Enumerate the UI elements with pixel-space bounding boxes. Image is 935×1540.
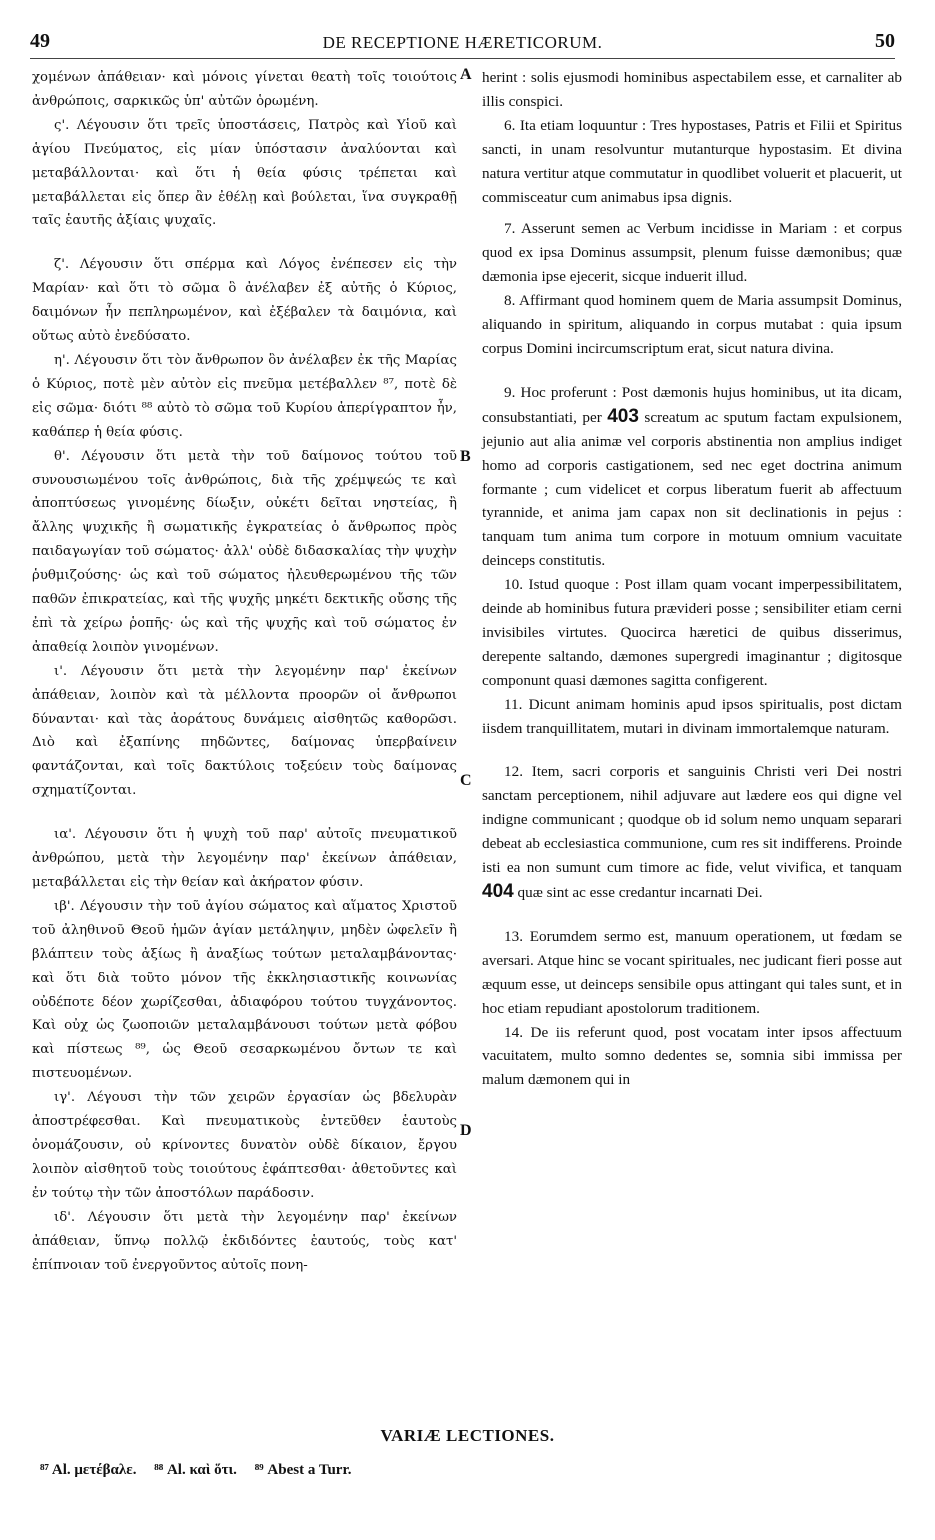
page-number-left: 49 — [30, 30, 50, 52]
greek-paragraph: ιδ'. Λέγουσιν ὅτι μετὰ τὴν λεγομένην παρ' ἐκείνων ἀπάθειαν, ὕπνῳ πολλῷ ἐκδιδόντες ἑαυτούς, τοὺς κατ' ἐπίπνοιαν τοῦ ἐνεργοῦντος αὐτοῖς πονη- — [32, 1209, 457, 1273]
greek-paragraph: ιγ'. Λέγουσι τὴν τῶν χειρῶν ἐργασίαν ὡς βδελυρὰν ἀποστρέφεσθαι. Καὶ πνευματικοὺς ἐντεῦθεν ἑαυτοὺς ὀνομάζουσιν, οὐ κρίνοντες δυνατὸν οὐδὲ δίκαιον, ἔργου λοιπὸν αἰσθητοῦ τοὺς τοιούτους ἐφάπτεσθαι· ἀθετοῦντες καὶ ἐν τούτῳ τὴν τῶν ἀποστόλων παράδοσιν. — [32, 1090, 457, 1201]
variant-notes — [40, 1462, 895, 1479]
latin-paragraph: 6. Ita etiam loquuntur : Tres hypostases, Patris et Filii et Spiritus sancti, in unam resolvuntur mutanturque hypostasim. Et divina natura vertitur atque commutatur in quodlibet voluerit et placuerit, ut commisceatur cum animabus ipsa dignis. — [482, 116, 902, 206]
page-header — [30, 30, 895, 60]
latin-paragraph-9-start: 9. Hoc proferunt : Post dæmonis hujus hominibus, ut ita dicam, consubstantiati, per — [482, 383, 902, 426]
greek-paragraph: ι'. Λέγουσιν ὅτι μετὰ τὴν λεγομένην παρ' ἐκείνων ἀπάθειαν, λοιπὸν καὶ τὰ μέλλοντα προορῶν οἱ ἄνθρωποι δύνανται· καὶ τὰς ἀοράτους δυνάμεις αἰσθητῶς καθορῶσι. Διὸ καὶ ἐξαπίνης πηδῶντες, δαίμονας ὑπερβαίνειν φαντάζονται, καὶ τοῖς δακτύλοις τοξεύειν τοὺς δαίμονας σχηματίζονται. — [32, 663, 457, 799]
page-number-right: 50 — [875, 30, 895, 52]
column-number-403: 403 — [607, 405, 639, 427]
greek-paragraph: η'. Λέγουσιν ὅτι τὸν ἄνθρωπον ὃν ἀνέλαβεν ἐκ τῆς Μαρίας ὁ Κύριος, ποτὲ μὲν αὐτὸν εἰς πνεῦμα μετέβαλλεν ⁸⁷, ποτὲ δὲ εἰς σῶμα· διότι ⁸⁸ αὐτὸ τὸ σῶμα τοῦ Κυρίου ἀπερίγραπτον ἦν, καθάπερ ἡ θεία φύσις. — [32, 352, 457, 440]
variae-lectiones-heading: VARIÆ LECTIONES. — [380, 1426, 555, 1445]
latin-paragraph: 11. Dicunt animam hominis apud ipsos spiritualis, post dictam iisdem tranquillitatem, mutari in divinam immortalemque naturam. — [482, 695, 902, 737]
latin-paragraph: 7. Asserunt semen ac Verbum incidisse in Mariam : et corpus quod ex ipsa Dominus assumpsit, plenum fuisse dæmonibus; quæ dæmonia ipse ejecerit, sicque induerit illud. — [482, 220, 902, 286]
running-title: DE RECEPTIONE HÆRETICORUM. — [322, 33, 603, 52]
latin-paragraph: 8. Affirmant quod hominem quem de Maria assumpsit Dominus, aliquando in spiritum, aliquando in corpus mutabat : quia ipsum corpus Domini incircumscriptum erat, sicut natura divina. — [482, 292, 902, 357]
latin-paragraph: 10. Istud quoque : Post illam quam vocant imperpessibilitatem, deinde ab hominibus futura prævideri posse ; sensibiliter etiam cerni invisibiles virtutes. Quocirca hæretici de quibus disserimus, derepente saltando, dæmones supergredi imaginantur ; digitosque componunt quasi dæmones sagitta configerent. — [482, 576, 902, 689]
margin-letter-a: A — [460, 66, 472, 83]
greek-paragraph: ζ'. Λέγουσιν ὅτι σπέρμα καὶ Λόγος ἐνέπεσεν εἰς τὴν Μαρίαν· καὶ ὅτι τὸ σῶμα ὃ ἀνέλαβεν ἐξ αὐτῆς ὁ Κύριος, δαιμόνων ἦν πεπληρωμένον, καὶ ἐξέβαλεν τὰ δαιμόνια, καὶ οὕτως αὐτὸ ἐνεδύσατο. — [32, 257, 457, 345]
greek-column — [32, 66, 457, 1420]
latin-paragraph — [482, 760, 902, 904]
greek-paragraph: ς'. Λέγουσιν ὅτι τρεῖς ὑποστάσεις, Πατρὸς καὶ Υἱοῦ καὶ ἁγίου Πνεύματος, εἰς μίαν ὑπόστασιν ἀναλύονται καὶ μεταβάλλονται· καὶ ὅτι ἡ θεία φύσις τρέπεται καὶ μεταβάλλεται εἰς ὅπερ ἂν ἐθέλῃ καὶ βούλεται, ἵνα συγκραθῇ ταῖς ἑαυτῆς ἀξίαις ψυχαῖς. — [32, 117, 457, 229]
latin-paragraph: 14. De iis referunt quod, post vocatam inter ipsos affectuum vacuitatem, multo somno dedentes se, somnia sibi immissa per malum dæmonem qui in — [482, 1023, 902, 1089]
greek-paragraph: ια'. Λέγουσιν ὅτι ἡ ψυχὴ τοῦ παρ' αὐτοῖς πνευματικοῦ ἀνθρώπου, μετὰ τὴν λεγομένην παρ' ἐκείνων ἀπάθειαν, μεταβάλλεται εἰς τὴν θείαν καὶ ἀκήρατον φύσιν. — [32, 827, 457, 890]
latin-paragraph-9-end: screatum ac sputum factam expulsionem, jejunio aut alia animæ vel corporis abstinentia non amplius indiget homo ad corporis castigationem, sed nec eget doctrina animum formante ; cum videlicet et corpus liberatum fuerit ab affectuum tyrannide, et anima jam capax non sit declinationis in pejus : tanquam tum anima tum corpore in motuum omnium vacuitate deinceps constitutis. — [482, 408, 903, 570]
greek-paragraph: θ'. Λέγουσιν ὅτι μετὰ τὴν τοῦ δαίμονος τούτου τοῦ συνουσιωμένου τοῖς ἀνθρώποις, διὰ τῆς χρέμψεώς τε καὶ ἀποπτύσεως γινομένης δίωξιν, οὐκέτι δεῖται νηστείας, ἢ ἄλλης ψυχικῆς ἢ σωματικῆς ἐγκρατείας ὁ ἄνθρωπος πρὸς παιδαγωγίαν τοῦ σώματος· ἀλλ' οὐδὲ διδασκαλίας τὴν ψυχὴν ῥυθμιζούσης· ὡς καὶ τοῦ σώματος ἠλευθερωμένου τῆς τῶν παθῶν ἐπικρατείας, καὶ τῆς ψυχῆς μηκέτι δεκτικῆς οὔσης τῆς ἐπὶ τὰ χείρω ῥοπῆς· ὡς καὶ τῆς ψυχῆς καὶ τοῦ σώματος ἐν ἀπαθείᾳ λοιπὸν γινομένων. — [32, 448, 457, 655]
latin-paragraph: 13. Eorumdem sermo est, manuum operationem, ut fœdam se aversari. Atque hinc se vocant spirituales, nec judicant fieri posse aut æquum esse, ut deinceps sensibile opus attingant qui tales sunt, et in hoc etiam repudiant apostolorum traditionem. — [482, 927, 902, 1017]
latin-paragraph-12-start: 12. Item, sacri corporis et sanguinis Christi veri Dei nostri sanctam perceptionem, nihil adjuvare aut lædere eos qui digne vel indigne communicant ; quodque ob id solum nemo unquam separari debeat ab ecclesiastica communione, cum res sit indifferens. Proinde isti ea non sumunt cum timore ac fide, velut vivifica, et tanquam — [482, 763, 902, 877]
latin-paragraph-12-end: quæ sint ac esse credantur incarnati Dei. — [517, 884, 763, 901]
variant-note: ⁸⁸ Al. καὶ ὅτι. — [154, 1462, 237, 1478]
margin-letter-b: B — [460, 448, 471, 465]
latin-paragraph: herint : solis ejusmodi hominibus aspectabilem esse, et carnaliter ab illis conspici. — [482, 69, 902, 110]
header-rule — [30, 58, 895, 59]
margin-letter-c: C — [460, 772, 472, 789]
column-number-404: 404 — [482, 881, 514, 902]
margin-letter-d: D — [460, 1122, 472, 1139]
variant-note: ⁸⁹ Abest a Turr. — [254, 1462, 352, 1478]
latin-paragraph — [482, 381, 902, 573]
greek-paragraph: χομένων ἀπάθειαν· καὶ μόνοις γίνεται θεατὴ τοῖς τοιούτοις ἀνθρώποις, σαρκικῶς ὑπ' αὐτῶν ὁρωμένη. — [32, 70, 457, 109]
variant-note: ⁸⁷ Al. μετέβαλε. — [40, 1462, 137, 1478]
greek-paragraph: ιβ'. Λέγουσιν τὴν τοῦ ἁγίου σώματος καὶ αἵματος Χριστοῦ τοῦ ἀληθινοῦ Θεοῦ ἡμῶν ἁγίαν μετάληψιν, μηδὲν ὠφελεῖν ἢ βλάπτειν τοὺς ἀξίως ἢ ἀναξίως τούτων μεταλαμβάνοντας· καὶ ὅτι διὰ τοῦτο μόνον τῆς ἐκκλησιαστικῆς κοινωνίας οὐδέποτε δέον χωρίζεσθαι, ἀδιαφόρου τούτου τυγχάνοντος. Καὶ οὐχ ὡς ζωοποιῶν μεταλαμβάνουσι τούτων μετὰ φόβου καὶ πίστεως ⁸⁹, ὡς Θεοῦ σεσαρκωμένου ὄντων τε καὶ πιστευομένων. — [32, 898, 457, 1082]
latin-column — [482, 66, 902, 1420]
